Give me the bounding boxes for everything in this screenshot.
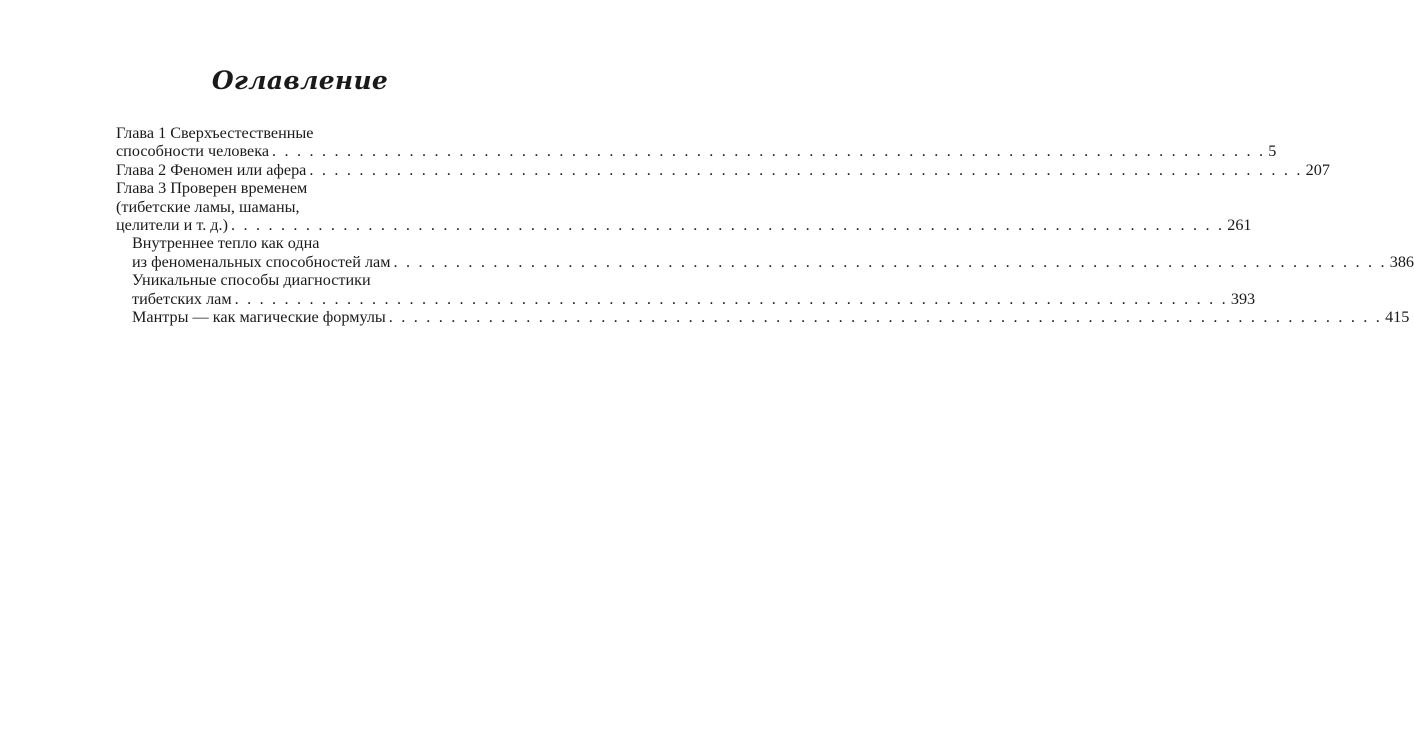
toc-line — [116, 160, 1330, 179]
toc-page-number: 386 — [1389, 252, 1414, 271]
toc-line — [116, 271, 461, 289]
dot-leader: . . . . . . . . . . . . . . . . . . . . . . . . . . . . . . . . . . . . . . . . . . . . . . . . . . . . . . . . . . . . . . . . . . . . . . . . . . . . . . . . — [272, 142, 1266, 161]
page-title: Оглавление — [211, 66, 389, 95]
dot-leader: . . . . . . . . . . . . . . . . . . . . . . . . . . . . . . . . . . . . . . . . . . . . . . . . . . . . . . . . . . . . . . . . . . . . . . . . . . . . . . . . — [393, 252, 1387, 271]
table-of-contents — [116, 124, 1414, 326]
toc-line — [116, 179, 461, 197]
toc-entry-text: тибетских лам — [132, 289, 232, 308]
toc-page-number: 393 — [1230, 289, 1256, 308]
toc-line — [116, 307, 1410, 326]
toc-page-number: 207 — [1305, 160, 1330, 179]
toc-page-number: 415 — [1385, 307, 1410, 326]
toc-line — [116, 215, 1252, 234]
toc-line — [116, 289, 1256, 308]
toc-entry-text: Внутреннее тепло как одна — [132, 234, 320, 253]
toc-line — [116, 234, 461, 252]
toc-entry-text: Глава 1 Сверхъестественные — [116, 124, 314, 142]
dot-leader: . . . . . . . . . . . . . . . . . . . . . . . . . . . . . . . . . . . . . . . . . . . . . . . . . . . . . . . . . . . . . . . . . . . . . . . . . . . . . . . . — [234, 289, 1228, 308]
toc-entry-text: Глава 2 Феномен или афера — [116, 160, 307, 179]
toc-line — [116, 142, 1277, 161]
toc-entry-text: Мантры — как магические формулы — [132, 307, 386, 326]
toc-page-number: 5 — [1268, 142, 1277, 161]
toc-entry-text: целители и т. д.) — [116, 215, 228, 234]
dot-leader: . . . . . . . . . . . . . . . . . . . . . . . . . . . . . . . . . . . . . . . . . . . . . . . . . . . . . . . . . . . . . . . . . . . . . . . . . . . . . . . . — [388, 307, 1383, 326]
dot-leader: . . . . . . . . . . . . . . . . . . . . . . . . . . . . . . . . . . . . . . . . . . . . . . . . . . . . . . . . . . . . . . . . . . . . . . . . . . . . . . . . — [309, 160, 1303, 179]
toc-entry-text: способности человека — [116, 142, 270, 161]
toc-line — [116, 124, 461, 142]
toc-line — [116, 252, 1414, 271]
toc-entry-text: из феноменальных способностей лам — [132, 252, 391, 271]
toc-line — [116, 198, 461, 216]
toc-entry-text: (тибетские ламы, шаманы, — [116, 197, 300, 216]
toc-entry-text: Уникальные способы диагностики — [132, 271, 371, 290]
toc-page-number: 261 — [1227, 215, 1252, 234]
toc-entry-text: Глава 3 Проверен временем — [116, 179, 308, 198]
dot-leader: . . . . . . . . . . . . . . . . . . . . . . . . . . . . . . . . . . . . . . . . . . . . . . . . . . . . . . . . . . . . . . . . . . . . . . . . . . . . . . . . — [230, 215, 1225, 234]
